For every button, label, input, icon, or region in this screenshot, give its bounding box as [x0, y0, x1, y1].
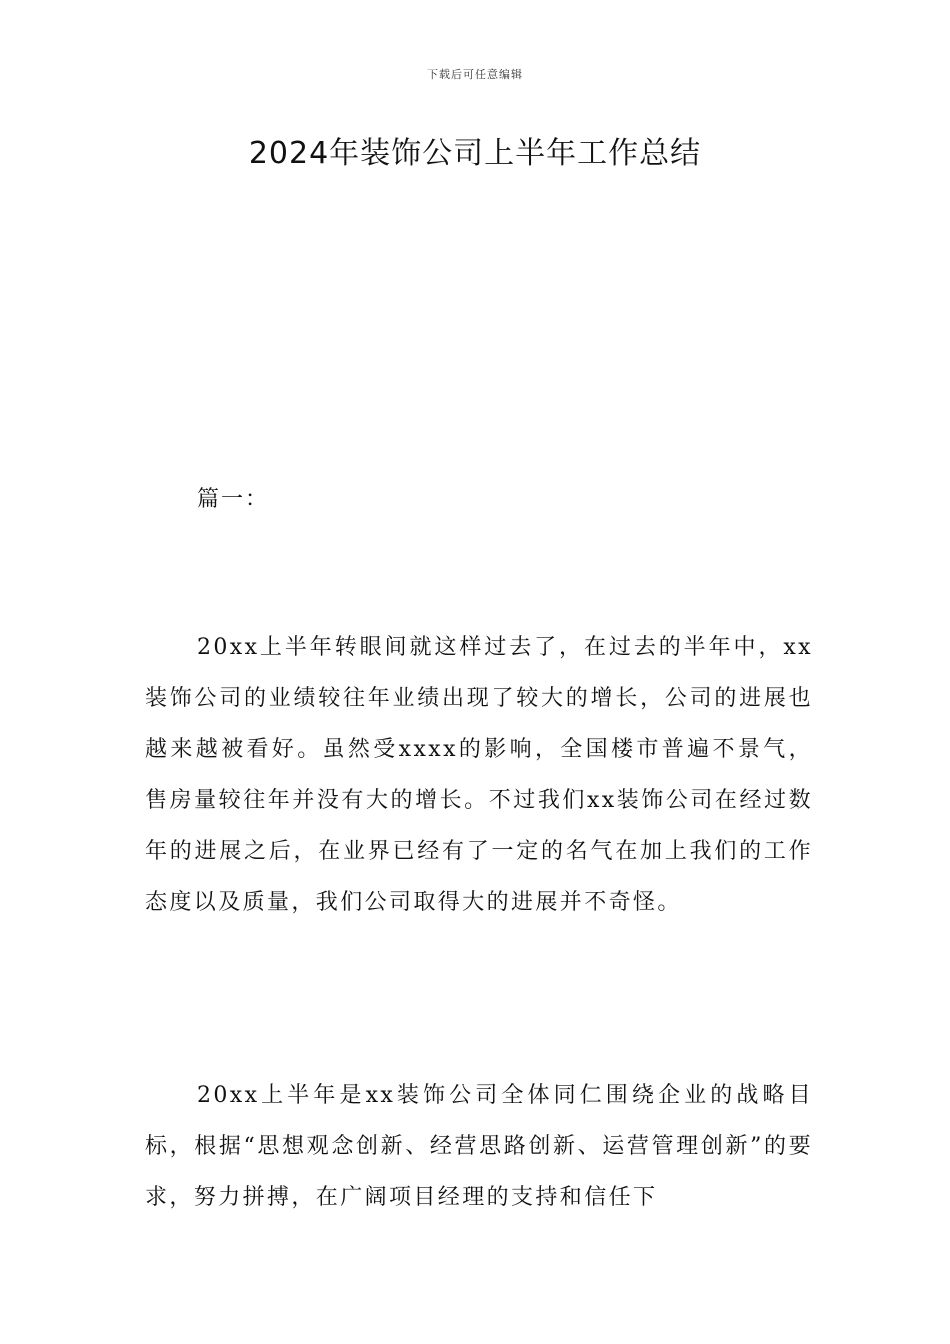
section-label: 篇一：: [197, 487, 270, 512]
document-title: 2024年装饰公司上半年工作总结: [248, 136, 702, 171]
body-paragraph: 20xx上半年是xx装饰公司全体同仁围绕企业的战略目标，根据“思想观念创新、经营思路创新、运营管理创新”的要求，努力拼搏，在广阔项目经理的支持和信任下: [145, 1083, 813, 1210]
header-note: 下载后可任意编辑: [427, 68, 523, 81]
body-paragraph: 20xx上半年转眼间就这样过去了，在过去的半年中，xx装饰公司的业绩较往年业绩出现了较大的增长，公司的进展也越来越被看好。虽然受xxxx的影响，全国楼市普遍不景气，售房量较往年并没有大的增长。不过我们xx装饰公司在经过数年的进展之后，在业界已经有了一定的名气在加上我们的工作态度以及质量，我们公司取得大的进展并不奇怪。: [145, 635, 813, 915]
